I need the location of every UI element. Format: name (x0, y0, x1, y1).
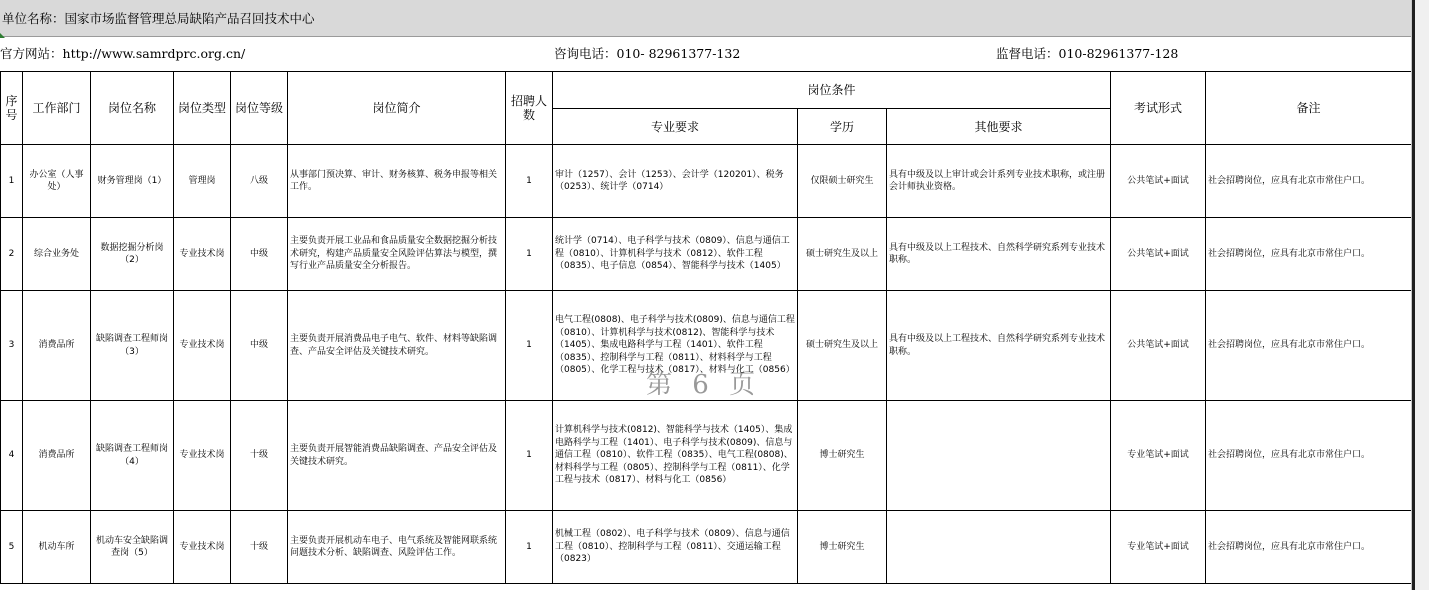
cell-edu: 博士研究生 (798, 511, 887, 584)
cell-remark: 社会招聘岗位，应具有北京市常住户口。 (1206, 401, 1412, 511)
cell-other (887, 511, 1111, 584)
cell-other: 具有中级及以上工程技术、自然科学研究系列专业技术职称。 (887, 291, 1111, 401)
cell-post-name: 财务管理岗（1） (91, 145, 174, 218)
cell-dept: 消费品所 (23, 401, 91, 511)
consult-phone-info (554, 37, 740, 71)
cell-major: 统计学（0714）、电子科学与技术（0809）、信息与通信工程（0810）、计算机科学与技术（0812）、软件工程（0835）、电子信息（0854）、智能科学与技术（1405） (553, 218, 798, 291)
header-dept: 工作部门 (23, 72, 91, 145)
cell-seq: 1 (1, 145, 23, 218)
cell-post-grade: 中级 (231, 218, 288, 291)
cell-seq: 3 (1, 291, 23, 401)
cell-major: 计算机科学与技术(0812)、智能科学与技术（1405）、集成电路科学与工程（1401）、电子科学与技术(0809)、信息与通信工程（0810）、软件工程（0835）、电气工程(0808)、材料科学与工程（0805）、控制科学与工程（0811）、化学工程与技术（0817）、材料与化工（0856） (553, 401, 798, 511)
cell-count: 1 (506, 145, 553, 218)
header-exam: 考试形式 (1111, 72, 1206, 145)
cell-post-type: 专业技术岗 (174, 218, 231, 291)
vertical-scrollbar[interactable] (1411, 0, 1429, 590)
cell-seq: 5 (1, 511, 23, 584)
cell-post-grade: 中级 (231, 291, 288, 401)
header-remark: 备注 (1206, 72, 1412, 145)
cell-remark: 社会招聘岗位，应具有北京市常住户口。 (1206, 511, 1412, 584)
cell-exam: 专业笔试+面试 (1111, 511, 1206, 584)
page-number-watermark: 第 6 页 (646, 370, 762, 400)
header-edu: 学历 (798, 109, 887, 145)
header-post-type: 岗位类型 (174, 72, 231, 145)
header-seq: 序号 (1, 72, 23, 145)
cell-post-type: 管理岗 (174, 145, 231, 218)
cell-remark: 社会招聘岗位，应具有北京市常住户口。 (1206, 218, 1412, 291)
cell-edu: 博士研究生 (798, 401, 887, 511)
cell-post-grade: 十级 (231, 401, 288, 511)
header-post-grade: 岗位等级 (231, 72, 288, 145)
cell-dept: 办公室（人事处） (23, 145, 91, 218)
cell-count: 1 (506, 291, 553, 401)
cell-count: 1 (506, 401, 553, 511)
cell-major: 机械工程（0802）、电子科学与技术（0809）、信息与通信工程（0810）、控制科学与工程（0811）、交通运输工程（0823） (553, 511, 798, 584)
cell-major: 审计（1257）、会计（1253）、会计学（120201）、税务（0253）、统计学（0714） (553, 145, 798, 218)
header-intro: 岗位简介 (288, 72, 506, 145)
header-count: 招聘人数 (506, 72, 553, 145)
header-major: 专业要求 (553, 109, 798, 145)
table-row (1, 145, 1412, 218)
cell-post-grade: 八级 (231, 145, 288, 218)
cell-other: 具有中级及以上审计或会计系列专业技术职称，或注册会计师执业资格。 (887, 145, 1111, 218)
cell-count: 1 (506, 218, 553, 291)
cell-edu: 硕士研究生及以上 (798, 291, 887, 401)
unit-name-bar: 单位名称：国家市场监督管理总局缺陷产品召回技术中心 (0, 0, 1411, 37)
website-info (0, 37, 245, 71)
cell-post-type: 专业技术岗 (174, 291, 231, 401)
cell-edu: 硕士研究生及以上 (798, 218, 887, 291)
cell-other (887, 401, 1111, 511)
table-row (1, 291, 1412, 401)
header-other: 其他要求 (887, 109, 1111, 145)
table-row (1, 511, 1412, 584)
supervise-phone-value: 010-82961377-128 (1058, 46, 1179, 61)
website-label: 官方网站： (0, 46, 63, 61)
cell-intro: 主要负责开展消费品电子电气、软件、材料等缺陷调查、产品安全评估及关键技术研究。 (288, 291, 506, 401)
cell-exam: 公共笔试+面试 (1111, 145, 1206, 218)
cell-other: 具有中级及以上工程技术、自然科学研究系列专业技术职称。 (887, 218, 1111, 291)
table-row (1, 218, 1412, 291)
cell-post-name: 缺陷调查工程师岗（4） (91, 401, 174, 511)
cell-intro: 主要负责开展机动车电子、电气系统及智能网联系统问题技术分析、缺陷调查、风险评估工作。 (288, 511, 506, 584)
cell-remark: 社会招聘岗位，应具有北京市常住户口。 (1206, 291, 1412, 401)
cell-major: 电气工程(0808)、电子科学与技术(0809)、信息与通信工程（0810）、计算机科学与技术(0812)、智能科学与技术（1405）、集成电路科学与工程（1401）、软件工程（0835）、控制科学与工程（0811）、材料科学与工程（0805）、化学工程与技术（0817）、材料与化工（0856） (553, 291, 798, 401)
header-post-name: 岗位名称 (91, 72, 174, 145)
cell-dept: 综合业务处 (23, 218, 91, 291)
cell-post-grade: 十级 (231, 511, 288, 584)
supervise-phone-label: 监督电话： (996, 46, 1059, 61)
cell-post-name: 数据挖掘分析岗（2） (91, 218, 174, 291)
cell-intro: 主要负责开展工业品和食品质量安全数据挖掘分析技术研究，构建产品质量安全风险评估算法与模型，撰写行业产品质量安全分析报告。 (288, 218, 506, 291)
cell-post-name: 缺陷调查工程师岗（3） (91, 291, 174, 401)
cell-exam: 专业笔试+面试 (1111, 401, 1206, 511)
supervise-phone-info (996, 37, 1178, 71)
cell-exam: 公共笔试+面试 (1111, 291, 1206, 401)
scrollbar-edge (1412, 0, 1415, 590)
cell-dept: 机动车所 (23, 511, 91, 584)
cell-post-type: 专业技术岗 (174, 511, 231, 584)
table-row (1, 401, 1412, 511)
consult-phone-label: 咨询电话： (554, 46, 617, 61)
cell-post-name: 机动车安全缺陷调查岗（5） (91, 511, 174, 584)
cell-intro: 主要负责开展智能消费品缺陷调查、产品安全评估及关键技术研究。 (288, 401, 506, 511)
cell-exam: 公共笔试+面试 (1111, 218, 1206, 291)
consult-phone-value: 010- 82961377-132 (616, 46, 741, 61)
cell-remark: 社会招聘岗位，应具有北京市常住户口。 (1206, 145, 1412, 218)
header-conditions: 岗位条件 (553, 72, 1111, 109)
website-value: http://www.samrdprc.org.cn/ (62, 46, 246, 61)
cell-seq: 2 (1, 218, 23, 291)
recruitment-table (0, 71, 1412, 584)
cell-edu: 仅限硕士研究生 (798, 145, 887, 218)
cell-count: 1 (506, 511, 553, 584)
cell-post-type: 专业技术岗 (174, 401, 231, 511)
cell-dept: 消费品所 (23, 291, 91, 401)
cell-seq: 4 (1, 401, 23, 511)
cell-intro: 从事部门预决算、审计、财务核算、税务申报等相关工作。 (288, 145, 506, 218)
